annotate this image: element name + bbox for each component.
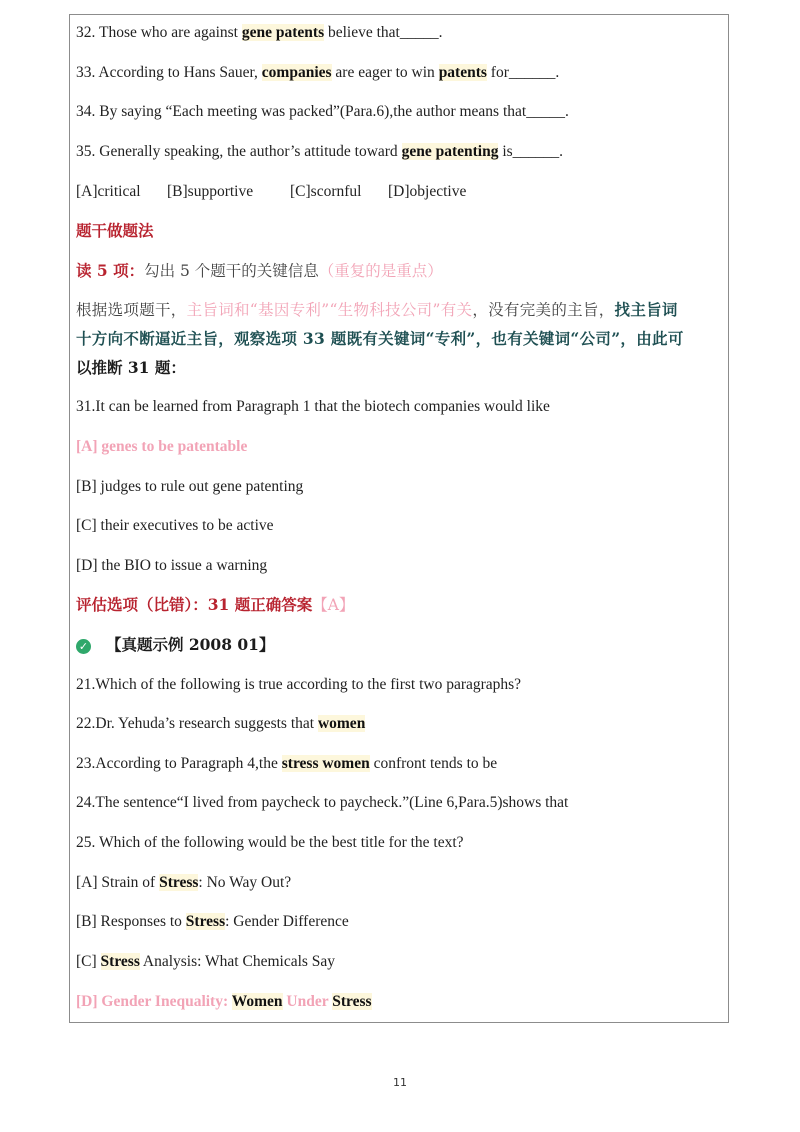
text: [A] Strain of bbox=[76, 874, 160, 891]
text: are eager to win bbox=[331, 64, 439, 81]
text: 23.According to Paragraph 4,the bbox=[76, 755, 282, 772]
keyword: women bbox=[317, 715, 366, 732]
keyword: Stress bbox=[332, 993, 372, 1010]
check-circle-icon: ✓ bbox=[76, 639, 91, 654]
keyword: Stress bbox=[159, 874, 199, 891]
keyword: Stress bbox=[100, 953, 140, 970]
question-25-option-d bbox=[76, 992, 372, 1012]
keyword: gene patents bbox=[241, 24, 325, 41]
question-35 bbox=[76, 142, 563, 162]
analysis-line-2: 十方向不断逼近主旨，观察选项 33 题既有关键词“专利”，也有关键词“公司”，由此可 bbox=[76, 329, 684, 348]
keyword: Women bbox=[231, 993, 283, 1010]
text: for______. bbox=[486, 64, 560, 81]
page-number: 11 bbox=[393, 1076, 407, 1089]
option-d: [D]objective bbox=[388, 183, 467, 200]
question-25-option-c bbox=[76, 952, 335, 972]
question-25-option-b bbox=[76, 912, 349, 932]
analysis-line-1 bbox=[76, 300, 678, 320]
question-33 bbox=[76, 63, 559, 83]
emphasis-text: 找主旨词 bbox=[614, 300, 678, 319]
text: : Gender Difference bbox=[225, 913, 349, 930]
text: 35. Generally speaking, the author’s attitude toward bbox=[76, 143, 402, 160]
text: confront tends to be bbox=[369, 755, 498, 772]
question-34: 34. By saying “Each meeting was packed”(Para.6),the author means that_____. bbox=[76, 103, 569, 120]
step-label: 读 5 项： bbox=[76, 261, 145, 280]
question-35-options bbox=[76, 182, 466, 202]
keyword: Stress bbox=[185, 913, 226, 930]
step-read bbox=[76, 261, 443, 281]
question-31-option-b: [B] judges to rule out gene patenting bbox=[76, 478, 304, 495]
question-24: 24.The sentence“I lived from paycheck to paycheck.”(Line 6,Para.5)shows that bbox=[76, 794, 569, 811]
text: 32. Those who are against bbox=[76, 24, 242, 41]
text: : No Way Out? bbox=[198, 874, 292, 891]
evaluate-text: 评估选项（比错）：31 题正确答案 bbox=[76, 595, 313, 614]
text: ，没有完美的主旨， bbox=[472, 301, 615, 319]
text: believe that_____. bbox=[324, 24, 443, 41]
evaluate-line bbox=[76, 595, 354, 615]
question-32 bbox=[76, 23, 442, 43]
text: [D] Gender Inequality: bbox=[76, 993, 232, 1010]
text: Analysis: What Chemicals Say bbox=[139, 953, 336, 970]
question-31-option-c: [C] their executives to be active bbox=[76, 517, 274, 534]
keyword: companies bbox=[261, 64, 332, 81]
option-c: [C]scornful bbox=[290, 183, 362, 200]
keyword: patents bbox=[438, 64, 487, 81]
text: Under bbox=[282, 993, 333, 1010]
answer: 【A】 bbox=[312, 596, 355, 614]
text: [B] Responses to bbox=[76, 913, 186, 930]
question-21: 21.Which of the following is true according to the first two paragraphs? bbox=[76, 676, 522, 693]
text: 33. According to Hans Sauer, bbox=[76, 64, 262, 81]
example-title: 【真题示例 2008 01】 bbox=[105, 635, 275, 654]
question-31-option-a: [A] genes to be patentable bbox=[76, 438, 248, 455]
question-23 bbox=[76, 754, 497, 774]
highlight-text: 主旨词和“基因专利”“生物科技公司”有关 bbox=[186, 301, 473, 319]
option-a: [A]critical bbox=[76, 183, 141, 200]
text: is______. bbox=[498, 143, 564, 160]
question-31-stem: 31.It can be learned from Paragraph 1 that the biotech companies would like bbox=[76, 398, 550, 415]
question-25-option-a bbox=[76, 873, 291, 893]
text: 22.Dr. Yehuda’s research suggests that bbox=[76, 715, 318, 732]
step-text: 勾出 5 个题干的关键信息 bbox=[144, 262, 319, 280]
step-note: （重复的是重点） bbox=[318, 262, 443, 280]
keyword: stress women bbox=[281, 755, 370, 772]
question-31-option-d: [D] the BIO to issue a warning bbox=[76, 557, 268, 574]
question-22 bbox=[76, 714, 365, 734]
analysis-line-3: 以推断 31 题： bbox=[76, 358, 186, 377]
question-25-stem: 25. Which of the following would be the best title for the text? bbox=[76, 834, 464, 851]
method-title: 题干做题法 bbox=[76, 221, 154, 240]
option-b: [B]supportive bbox=[167, 183, 254, 200]
example-header bbox=[76, 635, 274, 655]
text: 根据选项题干， bbox=[76, 301, 187, 319]
keyword: gene patenting bbox=[401, 143, 499, 160]
text: [C] bbox=[76, 953, 101, 970]
